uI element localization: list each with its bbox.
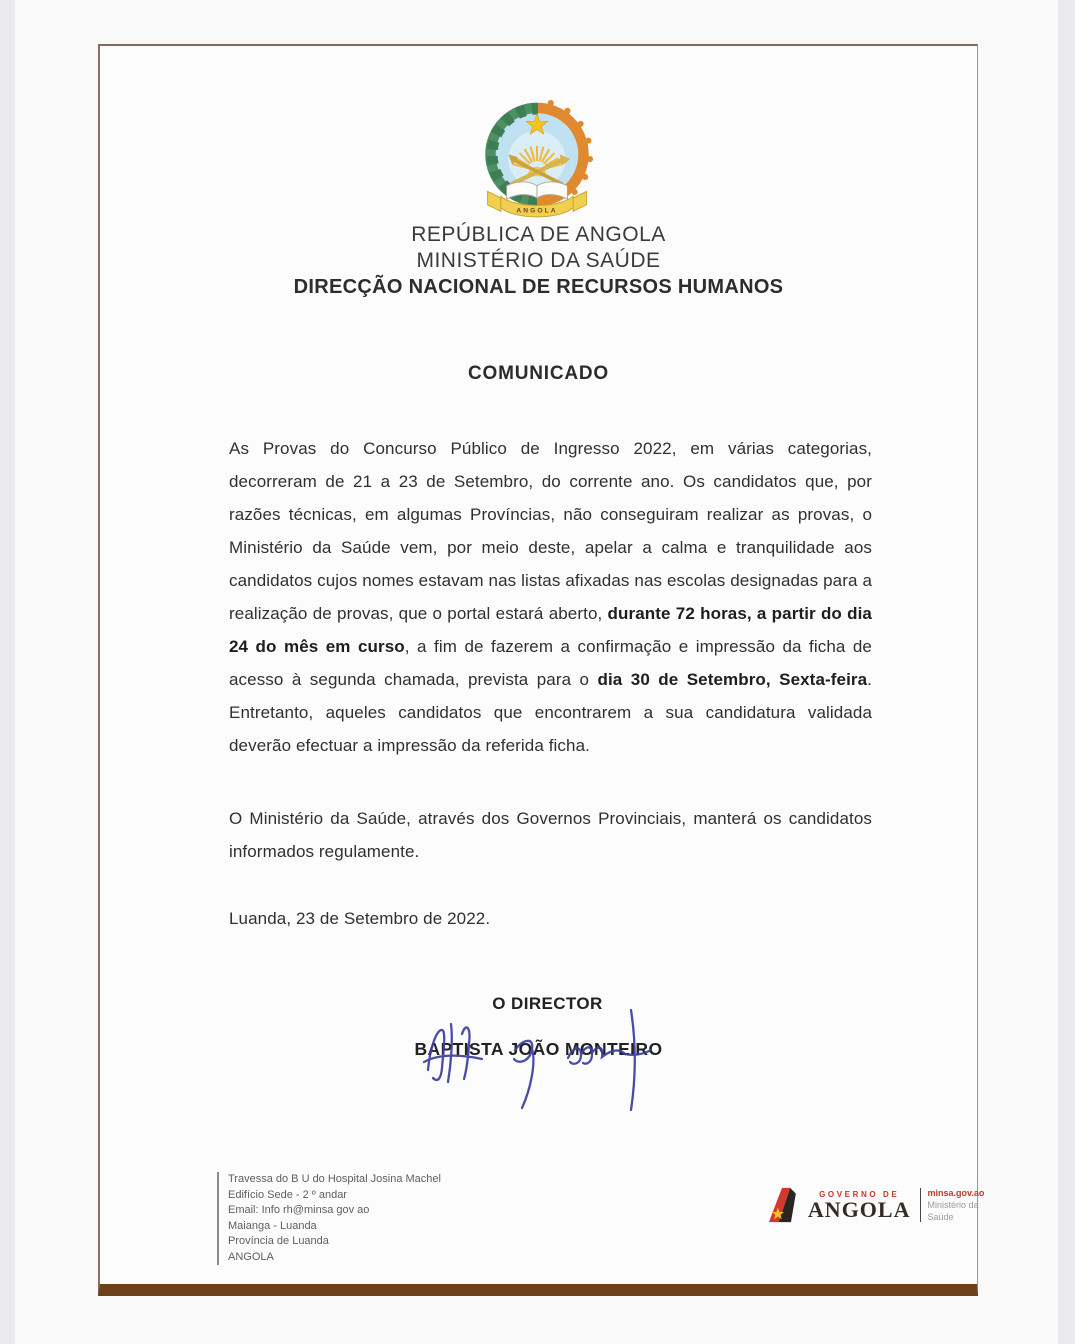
paragraph-2: O Ministério da Saúde, através dos Governos Provinciais, manterá os candidatos informados regulamente. xyxy=(229,809,872,861)
footer-address xyxy=(217,1172,441,1265)
address-line: Email: Info rh@minsa gov ao xyxy=(228,1204,370,1216)
letterhead xyxy=(100,222,977,301)
logo-kicker: GOVERNO DE xyxy=(819,1190,900,1199)
logo-wordmark xyxy=(808,1190,911,1220)
logo-name: ANGOLA xyxy=(807,1197,911,1222)
address-line: Travessa do B U do Hospital Josina Machel xyxy=(228,1173,441,1185)
angola-coat-of-arms-icon xyxy=(480,100,594,224)
document-page xyxy=(98,44,985,1296)
address-line: Maianga - Luanda xyxy=(228,1219,317,1232)
governo-de-angola-logo xyxy=(764,1180,992,1230)
header-directorate: DIRECÇÃO NACIONAL DE RECURSOS HUMANOS xyxy=(293,276,784,298)
signature-name: BAPTISTA JOÃO MONTEIRO xyxy=(414,1039,663,1059)
p1-bold-72-horas: durante 72 horas, a partir do dia 24 do mês em curso xyxy=(229,604,872,656)
paragraph-1 xyxy=(229,432,872,762)
document-title: COMUNICADO xyxy=(468,363,609,384)
logo-unit: Ministério da Saúde xyxy=(927,1200,979,1222)
address-line: ANGOLA xyxy=(228,1250,274,1263)
emblem-banner-text: ANGOLA xyxy=(516,207,558,215)
photo-background-right xyxy=(1058,0,1075,1344)
angola-a-logo-icon xyxy=(764,1180,800,1230)
logo-right-text xyxy=(920,1188,992,1222)
header-country: REPÚBLICA DE ANGOLA xyxy=(411,223,666,246)
address-line: Edifício Sede - 2 º andar xyxy=(228,1188,347,1201)
p1-segment-3: . Entretanto, aqueles candidatos que encontrarem a sua candidatura validada deverão efectuar a impressão da referida ficha. xyxy=(229,670,872,755)
header-ministry: MINISTÉRIO DA SAÚDE xyxy=(416,249,661,272)
date-line: Luanda, 23 de Setembro de 2022. xyxy=(229,909,491,928)
p1-segment-2: , a fim de fazerem a confirmação e impressão da ficha de acesso à segunda chamada, prevista para o xyxy=(229,637,872,689)
signature-role: O DIRECTOR xyxy=(492,994,603,1013)
logo-site: minsa.gov.ao xyxy=(927,1188,985,1198)
photo-background-left xyxy=(0,0,15,1344)
address-line: Província de Luanda xyxy=(228,1235,329,1247)
p1-bold-30-setembro: dia 30 de Setembro, Sexta-feira xyxy=(597,670,868,689)
p1-segment-1: As Provas do Concurso Público de Ingresso 2022, em várias categorias, decorreram de 21 a 23 de Setembro, do corrente ano. Os candidatos que, por razões técnicas, em algumas Províncias, não conseguiram realizar as provas, o Ministério da Saúde vem, por meio deste, apelar a calma e tranquilidade aos candidatos cujos nomes estavam nas listas afixadas nas escolas designadas para a realização de provas, que o portal estará aberto, xyxy=(229,439,872,623)
signature-block xyxy=(100,994,977,1060)
document-body xyxy=(229,432,872,935)
